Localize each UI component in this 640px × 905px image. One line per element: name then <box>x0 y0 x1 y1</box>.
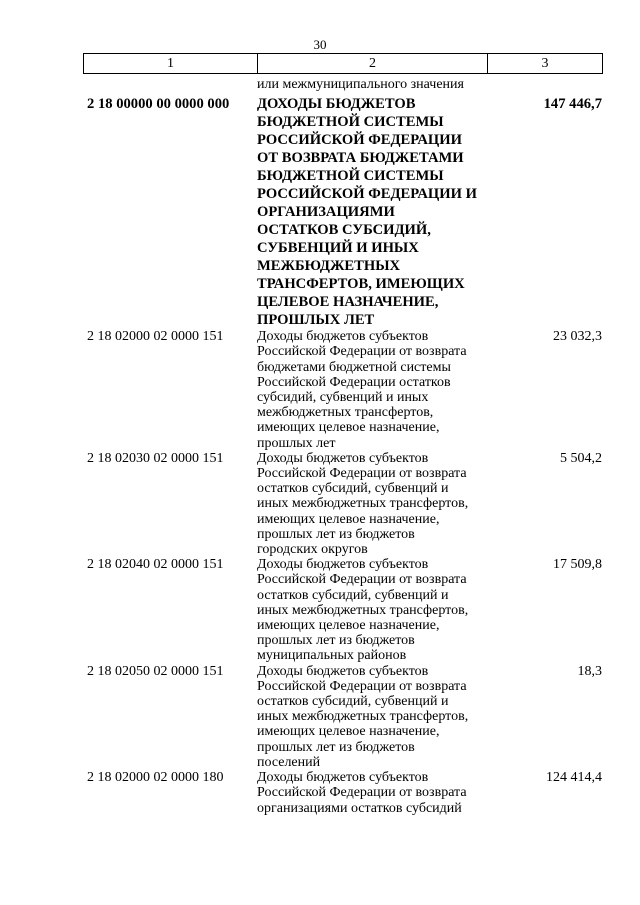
description-line: прошлых лет из бюджетов <box>257 526 415 542</box>
code-cell: 2 18 02040 02 0000 151 <box>87 557 224 573</box>
description-cell <box>257 770 487 816</box>
description-cell <box>257 95 487 329</box>
description-line: Доходы бюджетов субъектов <box>257 450 429 466</box>
column-number-1: 1 <box>84 54 258 74</box>
description-line: БЮДЖЕТНОЙ СИСТЕМЫ <box>257 168 444 185</box>
code-cell: 2 18 02030 02 0000 151 <box>87 450 224 466</box>
code-cell: 2 18 02000 02 0000 180 <box>87 770 224 786</box>
continuation-text: или межмуниципального значения <box>257 77 464 92</box>
description-line: ДОХОДЫ БЮДЖЕТОВ <box>257 96 416 113</box>
description-line: ЦЕЛЕВОЕ НАЗНАЧЕНИЕ, <box>257 294 439 311</box>
description-line: иных межбюджетных трансфертов, <box>257 602 469 618</box>
column-number-2: 2 <box>258 54 488 74</box>
description-line: остатков субсидий, субвенций и <box>257 587 449 603</box>
empty-code-cell <box>83 77 257 92</box>
description-cell <box>257 451 487 557</box>
table-row <box>83 451 602 557</box>
description-line: Доходы бюджетов субъектов <box>257 329 429 345</box>
description-line: ОСТАТКОВ СУБСИДИЙ, <box>257 222 431 239</box>
column-number-3: 3 <box>488 54 603 74</box>
description-line: Российской Федерации от возврата <box>257 785 467 801</box>
description-line: иных межбюджетных трансфертов, <box>257 496 469 512</box>
table-row <box>83 95 602 329</box>
description-line: межбюджетных трансфертов, <box>257 405 434 421</box>
description-line: МЕЖБЮДЖЕТНЫХ <box>257 258 401 275</box>
description-line: ОТ ВОЗВРАТА БЮДЖЕТАМИ <box>257 150 464 167</box>
description-line: имеющих целевое назначение, <box>257 724 440 740</box>
description-line: ПРОШЛЫХ ЛЕТ <box>257 312 375 329</box>
description-line: Российской Федерации от возврата <box>257 572 467 588</box>
description-line: иных межбюджетных трансфертов, <box>257 709 469 725</box>
amount-cell: 18,3 <box>577 663 602 679</box>
table-row <box>83 664 602 770</box>
empty-amount-cell <box>487 77 602 92</box>
description-line: Доходы бюджетов субъектов <box>257 663 429 679</box>
amount-cell: 5 504,2 <box>560 450 602 466</box>
description-line: поселений <box>257 754 321 770</box>
description-line: прошлых лет из бюджетов <box>257 739 415 755</box>
description-line: РОССИЙСКОЙ ФЕДЕРАЦИИ <box>257 132 462 149</box>
table-row <box>83 770 602 816</box>
amount-cell: 124 414,4 <box>546 770 602 786</box>
description-line: прошлых лет из бюджетов <box>257 633 415 649</box>
description-line: Российской Федерации от возврата <box>257 344 467 360</box>
description-line: ОРГАНИЗАЦИЯМИ <box>257 204 395 221</box>
amount-cell: 17 509,8 <box>553 557 602 573</box>
description-line: остатков субсидий, субвенций и <box>257 694 449 710</box>
amount-cell: 23 032,3 <box>553 329 602 345</box>
description-cell <box>257 664 487 770</box>
code-cell: 2 18 02000 02 0000 151 <box>87 329 224 345</box>
description-line: городских округов <box>257 542 368 558</box>
continuation-row <box>83 77 602 92</box>
description-line: имеющих целевое назначение, <box>257 420 440 436</box>
table-row <box>83 329 602 451</box>
description-line: Российской Федерации остатков <box>257 374 451 390</box>
description-line: СУБВЕНЦИЙ И ИНЫХ <box>257 240 419 257</box>
description-line: прошлых лет <box>257 435 336 451</box>
description-line: Российской Федерации от возврата <box>257 678 467 694</box>
description-line: муниципальных районов <box>257 648 407 664</box>
description-line: организациями остатков субсидий <box>257 800 462 816</box>
description-line: ТРАНСФЕРТОВ, ИМЕЮЩИХ <box>257 276 465 293</box>
amount-cell: 147 446,7 <box>543 96 602 113</box>
description-line: имеющих целевое назначение, <box>257 618 440 634</box>
description-line: Доходы бюджетов субъектов <box>257 557 429 573</box>
description-cell <box>257 557 487 663</box>
description-line: субсидий, субвенций и иных <box>257 390 429 406</box>
description-line: имеющих целевое назначение, <box>257 511 440 527</box>
description-line: РОССИЙСКОЙ ФЕДЕРАЦИИ И <box>257 186 477 203</box>
table-body <box>83 77 602 816</box>
description-line: Доходы бюджетов субъектов <box>257 770 429 786</box>
description-line: бюджетами бюджетной системы <box>257 359 451 375</box>
code-cell: 2 18 02050 02 0000 151 <box>87 663 224 679</box>
table-header <box>83 53 603 74</box>
table-row <box>83 557 602 663</box>
description-cell <box>257 329 487 451</box>
page-number: 30 <box>313 37 327 52</box>
description-line: БЮДЖЕТНОЙ СИСТЕМЫ <box>257 114 444 131</box>
description-line: Российской Федерации от возврата <box>257 466 467 482</box>
description-line: остатков субсидий, субвенций и <box>257 481 449 497</box>
code-cell: 2 18 00000 00 0000 000 <box>87 96 230 113</box>
